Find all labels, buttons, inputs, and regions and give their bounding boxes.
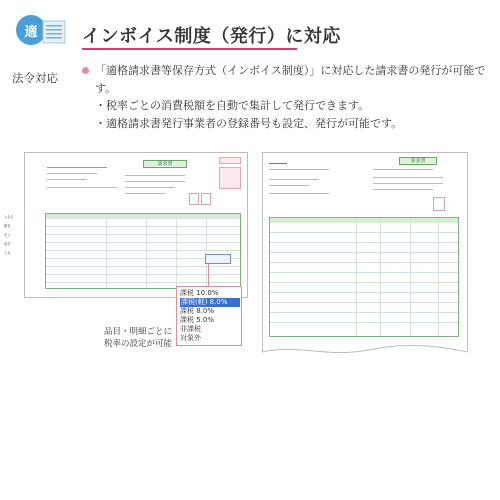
page-title: インボイス制度（発行）に対応 (82, 26, 341, 47)
tax-option[interactable]: 非課税 (180, 325, 201, 333)
side-panel (219, 167, 241, 189)
invoice-printout-right (262, 152, 468, 352)
bullet-dot-icon (82, 67, 89, 74)
tax-rate-mini-select[interactable] (205, 254, 231, 264)
tax-option[interactable]: 課税 5.0% (180, 316, 215, 324)
row-label-column (4, 214, 16, 259)
bullet-main (82, 62, 492, 98)
stamp-box-1 (189, 193, 199, 205)
document-icon (42, 20, 68, 44)
stamp-box-2 (201, 193, 211, 205)
row-label: 入金日 (4, 215, 14, 219)
tax-option[interactable]: 課税 10.0% (180, 289, 219, 297)
printout-table (269, 217, 459, 337)
bullet-main-text: 「適格請求書等保存方式（インボイス制度）」に対応した請求書の発行が可能です。 (95, 64, 486, 95)
invoice-title-left: 請求書 (143, 160, 187, 168)
caption-line: 品目・明細ごとに (103, 327, 172, 337)
row-label: 入金 (4, 251, 11, 255)
tax-option[interactable]: 対象外 (180, 334, 201, 342)
section-label: 法令対応 (12, 71, 58, 85)
row-label: 顧客 (4, 224, 11, 228)
caption (96, 326, 172, 350)
line-items-table (45, 213, 241, 289)
status-box (219, 157, 241, 164)
bullet-sub-1: ・税率ごとの消費税額を自動で集計して発行できます。 (95, 99, 370, 112)
row-label: 売上 (4, 233, 11, 237)
invoice-title-right: 請求書 (399, 157, 437, 165)
invoice-screen-left (24, 152, 248, 298)
caption-line: 税率の設定が可能 (103, 339, 172, 349)
connector-line (208, 264, 209, 286)
tax-option-selected[interactable]: 課税(軽) 8.0% (180, 298, 240, 307)
title-underline (82, 48, 297, 50)
tax-rate-dropdown[interactable] (176, 286, 242, 346)
badge-icon: 適 (16, 15, 46, 45)
row-label: 請求 (4, 242, 11, 246)
bullet-sub-2: ・適格請求書発行事業者の登録番号も設定、発行が可能です。 (95, 117, 403, 130)
tax-option[interactable]: 課税 8.0% (180, 307, 215, 315)
torn-edge (258, 342, 472, 358)
stamp-box-r (433, 197, 445, 211)
